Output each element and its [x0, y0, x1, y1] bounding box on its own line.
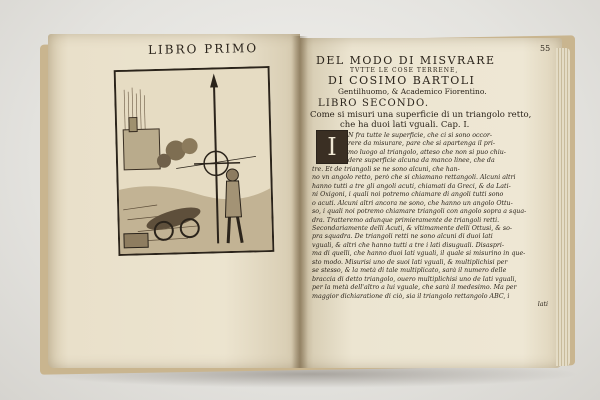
body-line: so, i quali noi potremo chiamare triangoli con angolo sopra a squa-	[312, 208, 527, 216]
decorated-initial: I	[316, 130, 348, 164]
book-heading: LIBRO SECONDO.	[318, 98, 430, 109]
body-line: braccia di detto triangolo, ouero multiplichisi uno de lati vguali,	[312, 275, 517, 283]
body-line: per la metà dell'altro a lui vguale, che sarà il medesimo. Ma per	[312, 284, 517, 292]
body-line: sto modo. Misurisi uno de suoi lati vguali, & multiplichisi per	[312, 258, 508, 266]
body-text	[312, 132, 556, 310]
body-line: N fra tutte le superficie, che ci si sono occor-	[348, 132, 492, 139]
page-edges	[556, 48, 570, 366]
body-line: pra squadra. De triangoli retti ne sono alcuni di duoi lati	[312, 233, 493, 241]
body-line: ni Oxigoni, i quali noi potremo chiamare di angoli tutti sono	[312, 191, 504, 199]
body-line: no vn angolo retto, però che si chiamano rettangoli. Alcuni altri	[312, 174, 516, 182]
author-name: DI COSIMO BARTOLI	[328, 74, 476, 87]
author-description: Gentilhuomo, & Academico Fiorentino.	[338, 87, 487, 96]
body-line: dra. Tratteremo adunque primieramente de triangoli retti.	[312, 216, 500, 224]
left-page-header: LIBRO PRIMO	[147, 41, 259, 57]
body-line: rere da misurare, pare che si apartenga il pri-	[348, 140, 495, 148]
body-line: mo luogo al triangolo, atteso che non si puo chiu-	[348, 148, 506, 156]
folio-number: 55	[540, 44, 551, 53]
body-line: Secondariamente delli Acuti, & vltimamente delli Ottusi, & so-	[312, 224, 513, 232]
body-line: dere superficie alcuna da manco linee, che da	[348, 157, 495, 165]
body-line: hanno tutti a tre gli angoli acuti, chiamati da Greci, & da Lati-	[312, 182, 511, 190]
body-line: o acuti. Alcuni altri ancora ne sono, che hanno un angolo Ottu-	[312, 199, 513, 207]
body-line: maggior dichiaratione di ciò, sia il triangolo rettangolo ABC, i	[312, 292, 510, 300]
book-gutter	[292, 36, 308, 368]
page-title: DEL MODO DI MISVRARE	[316, 54, 496, 67]
chapter-title-line-2: che ha duoi lati vguali. Cap. I.	[340, 120, 470, 130]
body-line: vguali, & altri che hanno tutti a tre i lati disuguali. Disaspri-	[312, 241, 505, 249]
body-line: se stesso, & la metà di tale multiplicato, sarà il numero delle	[312, 267, 507, 275]
body-line: ma di quelli, che hanno duoi lati vguali, il quale si misurino in que-	[312, 250, 526, 258]
page-subtitle: TVTTE LE COSE TERRENE,	[350, 67, 459, 74]
catchword: lati	[537, 301, 548, 309]
woodcut-illustration	[114, 66, 275, 256]
chapter-title-line-1: Come si misuri una superficie di un triangolo retto,	[310, 110, 532, 120]
body-line: tre. Et de triangoli se ne sono alcuni, che han-	[312, 165, 460, 173]
